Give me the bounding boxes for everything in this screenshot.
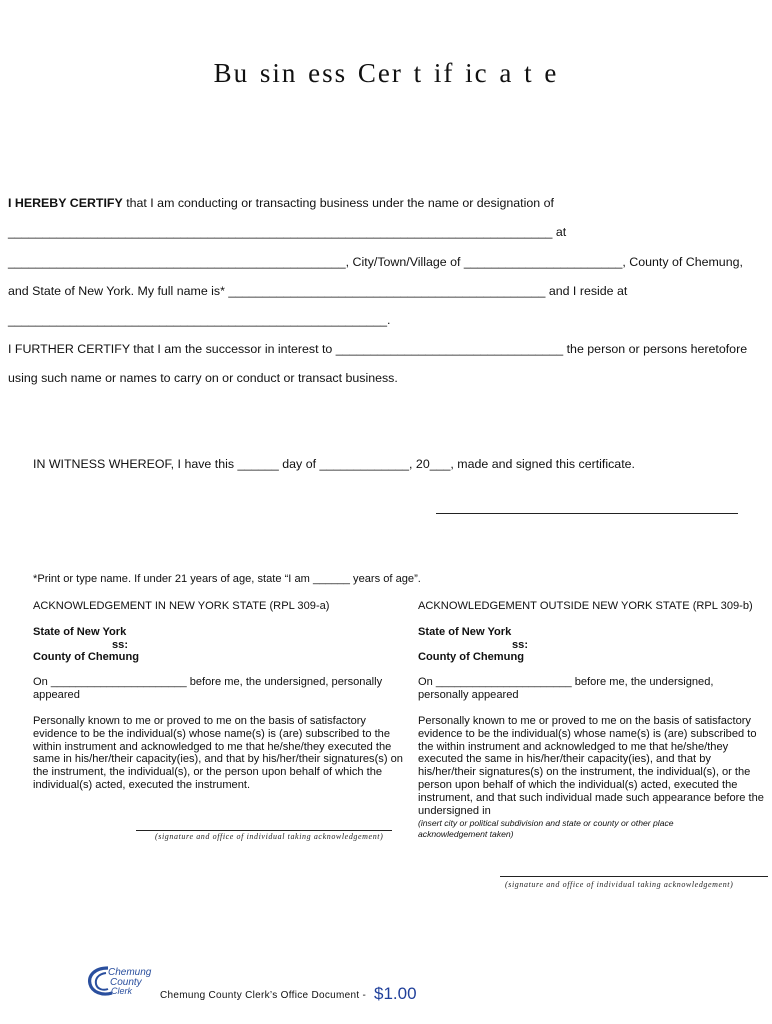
successor-field[interactable]: I FURTHER CERTIFY that I am the successor in interest to _________________________________ the person or persons heretofore [8,342,748,356]
ack-right-body: Personally known to me or proved to me on the basis of satisfactory evidence to be the individual(s) whose name(s) is (are) subscribed to the within instrument and acknowledged to me that he/she/they executed the same in his/her/their capacity(ies), and that by his/her/their signatures(s) on the instrument, the individual(s), or the person upon behalf of which the individual(s) acted, executed the instrument, and that such individual made such appearance before the undersigned in [418,715,764,817]
county-clerk-logo-icon [86,964,156,998]
business-name-field[interactable]: _______________________________________________________________________________ at [8,225,567,239]
ack-left-ss: ss: [112,639,129,651]
document-title: Bu sin ess Cer t if ic a t e [213,58,559,88]
ack-right-county: County of Chemung [418,651,524,663]
footer-price: $1.00 [374,984,417,1003]
footer-doc-label: Chemung County Clerk’s Office Document - [160,990,367,1001]
certify-line-1-text: that I am conducting or transacting business under the name or designation of [122,196,554,210]
county-clerk-logo [86,964,156,998]
witness-line[interactable]: IN WITNESS WHEREOF, I have this ______ day of _____________, 20___, made and signed this certificate. [33,457,635,471]
ack-right-signature-line[interactable] [500,876,768,877]
certify-line-7: using such name or names to carry on or conduct or transact business. [8,371,398,385]
ack-right-heading: ACKNOWLEDGEMENT OUTSIDE NEW YORK STATE (RPL 309-b) [418,600,753,612]
svg-text:Clerk: Clerk [111,986,133,996]
ack-right-signature-caption: (signature and office of individual taking acknowledgement) [505,880,734,889]
ack-left-county: County of Chemung [33,651,139,663]
signature-line[interactable] [436,513,738,514]
residence-field[interactable]: _______________________________________________________. [8,313,391,327]
ack-right-ss: ss: [512,639,529,651]
svg-text:County: County [110,977,142,988]
full-name-field[interactable]: and State of New York. My full name is* ______________________________________________ and I reside at [8,284,628,298]
ack-right-on-line[interactable]: On ______________________ before me, the undersigned, personally appeared [418,676,714,701]
certify-bold-lead: I HEREBY CERTIFY [8,196,123,210]
location-field[interactable]: _________________________________________________, City/Town/Village of _______________________, County of Chemung, [8,255,743,269]
ack-right-insert-note: (insert city or political subdivision and state or county or other place acknowledgement taken) [418,818,674,839]
ack-left-on-line[interactable]: On ______________________ before me, the undersigned, personally appeared [33,676,383,701]
ack-right-state: State of New York [418,626,512,638]
ack-left-heading: ACKNOWLEDGEMENT IN NEW YORK STATE (RPL 309-a) [33,600,330,612]
svg-text:Chemung: Chemung [108,967,152,978]
footnote: *Print or type name. If under 21 years of age, state “I am ______ years of age”. [33,573,421,585]
ack-left-body: Personally known to me or proved to me on the basis of satisfactory evidence to be the individual(s) whose name(s) is (are) subscribed to the within instrument and acknowledged to me that he/she/they executed the same in his/her/their capacity(ies), and that by his/her/their signatures(s) on the instrument, the individual(s), or the person upon behalf of which the individual(s) acted, executed the instrument. [33,715,403,791]
ack-left-signature-line[interactable] [136,830,392,831]
ack-left-state: State of New York [33,626,127,638]
ack-left-signature-caption: (signature and office of individual taking acknowledgement) [155,832,384,841]
certify-line-1 [8,196,554,210]
